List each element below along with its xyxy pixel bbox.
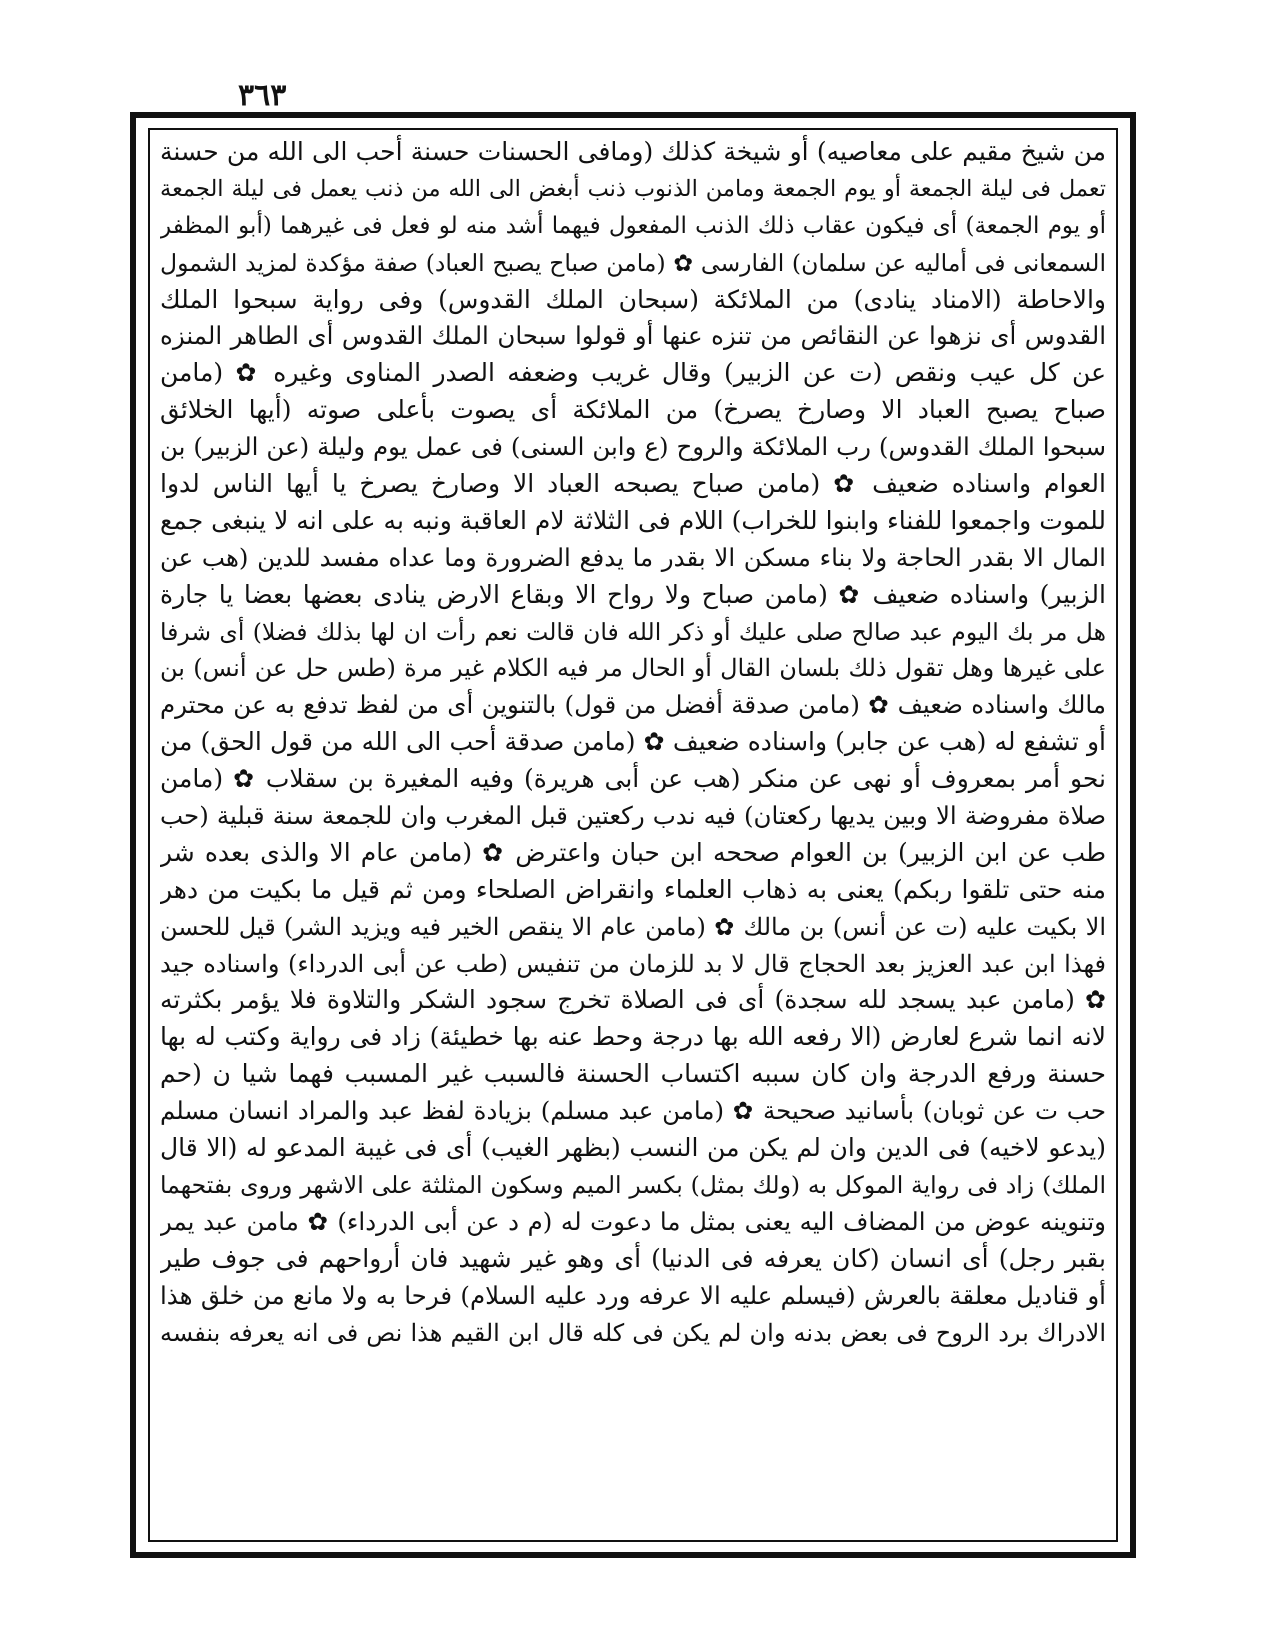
- text-line: أو تشفع له (هب عن جابر) واسناده ضعيف ✿ (مامن صدقة أحب الى الله من قول الحق) من: [160, 727, 1106, 757]
- text-line: وتنوينه عوض من المضاف اليه يعنى بمثل ما دعوت له (م د عن أبى الدرداء) ✿ مامن عبد يمر: [160, 1206, 1106, 1236]
- text-line: القدوس أى نزهوا عن النقائص من تنزه عنها أو قولوا سبحان الملك القدوس أى الطاهر المنزه: [160, 321, 1106, 351]
- text-line: حب ت عن ثوبان) بأسانيد صحيحة ✿ (مامن عبد مسلم) بزيادة لفظ عبد والمراد انسان مسلم: [160, 1096, 1106, 1126]
- text-line: أو يوم الجمعة) أى فيكون عقاب ذلك الذنب المفعول فيهما أشد منه لو فعل فى غيرهما (أبو المظفر: [160, 212, 1106, 239]
- text-line: العوام واسناده ضعيف ✿ (مامن صباح يصبحه العباد الا وصارخ يصرخ يا أيها الناس لدوا: [160, 469, 1106, 499]
- text-line: سبحوا الملك القدوس) رب الملائكة والروح (ع وابن السنى) فى عمل يوم وليلة (عن الزبير) بن: [160, 432, 1106, 462]
- text-line: فهذا ابن عبد العزيز بعد الحجاج قال لا بد للزمان من تنفيس (طب عن أبى الدرداء) واسناده جيد: [160, 949, 1106, 978]
- text-line: السمعانى فى أماليه عن سلمان) الفارسى ✿ (مامن صباح يصبح العباد) صفة مؤكدة لمزيد الشمول: [160, 248, 1106, 277]
- text-line: والاحاطة (الامناد ينادى) من الملائكة (سبحان الملك القدوس) وفى رواية سبحوا الملك: [160, 284, 1106, 314]
- text-line: نحو أمر بمعروف أو نهى عن منكر (هب عن أبى هريرة) وفيه المغيرة بن سقلاب ✿ (مامن: [160, 764, 1106, 794]
- text-line: أو قناديل معلقة بالعرش (فيسلم عليه الا عرفه ورد عليه السلام) فرحا به ولا مانع من خلق هذا: [160, 1280, 1106, 1310]
- text-line: طب عن ابن الزبير) بن العوام صححه ابن حبان واعترض ✿ (مامن عام الا والذى بعده شر: [160, 837, 1106, 867]
- text-line: هل مر بك اليوم عبد صالح صلى عليك أو ذكر الله فان قالت نعم رأت ان لها بذلك فضلا) أى شرفا: [160, 617, 1106, 646]
- text-line: تعمل فى ليلة الجمعة أو يوم الجمعة ومامن الذنوب ذنب أبغض الى الله من ذنب يعمل فى ليلة الجمعة: [160, 175, 1106, 202]
- text-line: لانه انما شرع لعارض (الا رفعه الله بها درجة وحط عنه بها خطيئة) زاد فى رواية وكتب له بها: [160, 1022, 1106, 1052]
- text-line: على غيرها وهل تقول ذلك بلسان القال أو الحال مر فيه الكلام غير مرة (طس حل عن أنس) بن: [160, 654, 1106, 683]
- text-line: ✿ (مامن عبد يسجد لله سجدة) أى فى الصلاة تخرج سجود الشكر والتلاوة فلا يؤمر بكثرته: [160, 985, 1106, 1015]
- text-line: الا بكيت عليه (ت عن أنس) بن مالك ✿ (مامن عام الا ينقص الخير فيه ويزيد الشر) قيل للحسن: [160, 912, 1106, 941]
- text-line: الملك) زاد فى رواية الموكل به (ولك بمثل) بكسر الميم وسكون المثلثة على الاشهر وروى بفتحهما: [160, 1170, 1106, 1199]
- text-line: مالك واسناده ضعيف ✿ (مامن صدقة أفضل من قول) بالتنوين أى من لفظ تدفع به عن محترم: [160, 690, 1106, 720]
- text-line: صباح يصبح العباد الا وصارخ يصرخ) من الملائكة أى يصوت بأعلى صوته (أيها الخلائق: [160, 395, 1106, 425]
- page-number: ٣٦٣: [238, 78, 287, 113]
- text-line: منه حتى تلقوا ربكم) يعنى به ذهاب العلماء وانقراض الصلحاء ومن ثم قيل ما بكيت من دهر: [160, 874, 1106, 904]
- text-line: الادراك برد الروح فى بعض بدنه وان لم يكن فى كله قال ابن القيم هذا نص فى انه يعرفه بنفسه: [160, 1318, 1106, 1347]
- text-line: بقبر رجل) أى انسان (كان يعرفه فى الدنيا) أى وهو غير شهيد فان أرواحهم فى جوف طير: [160, 1243, 1106, 1273]
- text-line: للموت واجمعوا للفناء وابنوا للخراب) اللام فى الثلاثة لام العاقبة ونبه به على انه لا ينبغى جمع: [160, 505, 1106, 535]
- text-line: (يدعو لاخيه) فى الدين وان لم يكن من النسب (بظهر الغيب) أى فى غيبة المدعو له (الا قال: [160, 1133, 1106, 1163]
- text-line: من شيخ مقيم على معاصيه) أو شيخة كذلك (ومافى الحسنات حسنة أحب الى الله من حسنة: [160, 137, 1106, 166]
- text-line: الزبير) واسناده ضعيف ✿ (مامن صباح ولا رواح الا وبقاع الارض ينادى بعضها بعضا يا جارة: [160, 579, 1106, 609]
- text-line: حسنة ورفع الدرجة وان كان سببه اكتساب الحسنة فالسبب غير المسبب فهما شيا ن (حم: [160, 1059, 1106, 1089]
- text-line: المال الا بقدر الحاجة ولا بناء مسكن الا بقدر ما يدفع الضرورة وما عداه مفسد للدين (هب عن: [160, 542, 1106, 572]
- page-text: [160, 134, 1106, 1536]
- text-line: عن كل عيب ونقص (ت عن الزبير) وقال غريب وضعفه الصدر المناوى وغيره ✿ (مامن: [160, 358, 1106, 388]
- text-line: صلاة مفروضة الا وبين يديها ركعتان) فيه ندب ركعتين قبل المغرب وان للجمعة سنة قبلية (حب: [160, 801, 1106, 831]
